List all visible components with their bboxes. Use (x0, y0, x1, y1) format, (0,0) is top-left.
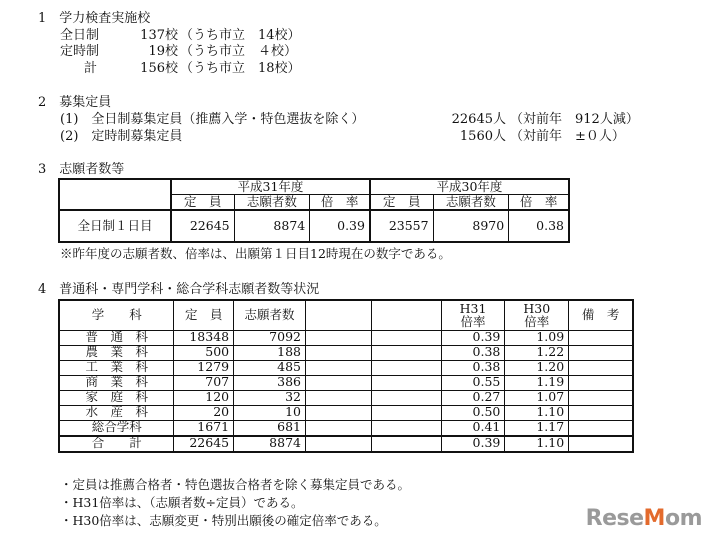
col-biko-header: 備 考 (569, 300, 633, 330)
col-h31-header (441, 300, 505, 330)
course-shigan: 8874 (234, 436, 306, 452)
note-line: ・定員は推薦合格者・特色選抜合格者を除く募集定員である。 (60, 477, 411, 492)
course-shigan: 32 (234, 390, 306, 405)
course-name: 総合学科 (59, 420, 174, 436)
course-biko (569, 360, 633, 375)
s2-label-1: (2) 定時制募集定員 (60, 129, 183, 144)
course-biko (569, 405, 633, 420)
summary-h31-shigan-header: 志願者数 (234, 195, 310, 211)
course-blank-1 (305, 390, 371, 405)
course-h31: 0.27 (441, 390, 505, 405)
applicants-summary-table (58, 178, 570, 243)
course-name: 家 庭 科 (59, 390, 174, 405)
course-teiin: 22645 (174, 436, 234, 452)
summary-h30-bairitsu: 0.38 (509, 210, 569, 242)
section2-heading: 2 募集定員 (38, 95, 112, 110)
s1-note-2: （うち市立 18校） (180, 61, 301, 76)
note-line: ・H30倍率は、志願変更・特別出願後の確定倍率である。 (60, 513, 387, 528)
course-name: 農 業 科 (59, 345, 174, 360)
summary-h30-teiin: 23557 (370, 210, 433, 242)
table-row (59, 375, 633, 390)
course-h30: 1.19 (505, 375, 569, 390)
s1-note-0: （うち市立 14校） (180, 28, 301, 43)
s1-count-2: 156校 (140, 61, 178, 76)
course-h30: 1.22 (505, 345, 569, 360)
h31-top: H31 (459, 301, 487, 317)
course-name: 合 計 (59, 436, 174, 452)
course-blank-1 (305, 405, 371, 420)
course-blank-2 (371, 345, 441, 360)
s2-note-0: （対前年 912人減） (510, 112, 639, 127)
course-blank-2 (371, 330, 441, 345)
col-teiin-header: 定 員 (174, 300, 234, 330)
course-biko (569, 345, 633, 360)
resemom-logo (586, 508, 702, 530)
summary-h30-shigan: 8970 (433, 210, 509, 242)
course-h31: 0.39 (441, 330, 505, 345)
course-h30: 1.07 (505, 390, 569, 405)
summary-h31-teiin-header: 定 員 (171, 195, 234, 211)
summary-h30-teiin-header: 定 員 (370, 195, 433, 211)
col-blank-1 (305, 300, 371, 330)
course-h31: 0.50 (441, 405, 505, 420)
course-h31: 0.39 (441, 436, 505, 452)
course-h31: 0.41 (441, 420, 505, 436)
course-blank-1 (305, 330, 371, 345)
course-rows (59, 330, 633, 452)
course-blank-1 (305, 360, 371, 375)
course-teiin: 707 (174, 375, 234, 390)
course-h31: 0.38 (441, 360, 505, 375)
course-teiin: 18348 (174, 330, 234, 345)
course-h30: 1.17 (505, 420, 569, 436)
section3-heading: 3 志願者数等 (38, 162, 125, 177)
course-h30: 1.10 (505, 405, 569, 420)
h30-bottom: 倍率 (524, 314, 550, 330)
summary-row-label: 全日制１日目 (59, 210, 171, 242)
course-shigan: 10 (234, 405, 306, 420)
table-row (59, 330, 633, 345)
s2-count-1: 1560人 (459, 129, 506, 144)
h30-top: H30 (523, 301, 551, 317)
table-row (59, 405, 633, 420)
course-blank-2 (371, 360, 441, 375)
s1-label-0: 全日制 (60, 28, 100, 43)
summary-h30-shigan-header: 志願者数 (433, 195, 509, 211)
col-shigan-header: 志願者数 (234, 300, 306, 330)
summary-corner-cell (59, 179, 171, 210)
section3-note: ※昨年度の志願者数、倍率は、出願第１日目12時現在の数字である。 (60, 246, 451, 261)
course-blank-1 (305, 375, 371, 390)
course-name: 工 業 科 (59, 360, 174, 375)
course-blank-1 (305, 345, 371, 360)
course-teiin: 500 (174, 345, 234, 360)
course-name: 水 産 科 (59, 405, 174, 420)
course-teiin: 1279 (174, 360, 234, 375)
s1-count-0: 137校 (140, 28, 178, 43)
summary-h31-bairitsu: 0.39 (310, 210, 370, 242)
section1-heading: 1 学力検査実施校 (38, 11, 151, 26)
table-row (59, 360, 633, 375)
summary-h30-bairitsu-header: 倍 率 (509, 195, 569, 211)
course-applicants-table (58, 299, 634, 453)
table-row (59, 390, 633, 405)
course-teiin: 120 (174, 390, 234, 405)
course-blank-1 (305, 420, 371, 436)
table-row (59, 420, 633, 436)
course-h31: 0.55 (441, 375, 505, 390)
s1-note-1: （うち市立 ４校） (180, 44, 298, 59)
logo-part-2: M (643, 506, 665, 531)
course-blank-2 (371, 390, 441, 405)
course-h30: 1.20 (505, 360, 569, 375)
s1-count-1: 19校 (148, 44, 178, 59)
course-blank-2 (371, 436, 441, 452)
logo-part-3: om (664, 506, 702, 531)
h31-bottom: 倍率 (460, 314, 486, 330)
course-name: 普 通 科 (59, 330, 174, 345)
course-h31: 0.38 (441, 345, 505, 360)
note-line: ・H31倍率は、（志願者数÷定員）である。 (60, 495, 304, 510)
course-biko (569, 375, 633, 390)
course-name: 商 業 科 (59, 375, 174, 390)
col-h30-header (505, 300, 569, 330)
summary-h31-shigan: 8874 (234, 210, 310, 242)
course-shigan: 386 (234, 375, 306, 390)
summary-h31-teiin: 22645 (171, 210, 234, 242)
s2-label-0: (1) 全日制募集定員（推薦入学・特色選抜を除く） (60, 112, 365, 127)
course-teiin: 1671 (174, 420, 234, 436)
course-h30: 1.09 (505, 330, 569, 345)
col-course-header: 学 科 (59, 300, 174, 330)
course-biko (569, 436, 633, 452)
course-blank-2 (371, 420, 441, 436)
course-shigan: 485 (234, 360, 306, 375)
course-blank-2 (371, 405, 441, 420)
summary-h31-bairitsu-header: 倍 率 (310, 195, 370, 211)
course-biko (569, 390, 633, 405)
section4-heading: 4 普通科・専門学科・総合学科志願者数等状況 (38, 282, 320, 297)
s2-note-1: （対前年 ±０人） (510, 129, 625, 144)
course-blank-1 (305, 436, 371, 452)
s2-count-0: 22645人 (451, 112, 506, 127)
col-blank-2 (371, 300, 441, 330)
s1-label-1: 定時制 (60, 44, 100, 59)
s1-label-2: 計 (84, 61, 98, 76)
logo-part-1: Rese (585, 506, 644, 531)
course-biko (569, 330, 633, 345)
table-row-total (59, 436, 633, 452)
course-shigan: 188 (234, 345, 306, 360)
summary-h31-header: 平成31年度 (171, 179, 370, 195)
summary-h30-header: 平成30年度 (370, 179, 569, 195)
course-biko (569, 420, 633, 436)
course-shigan: 681 (234, 420, 306, 436)
course-h30: 1.10 (505, 436, 569, 452)
course-shigan: 7092 (234, 330, 306, 345)
table-row (59, 345, 633, 360)
course-teiin: 20 (174, 405, 234, 420)
course-blank-2 (371, 375, 441, 390)
